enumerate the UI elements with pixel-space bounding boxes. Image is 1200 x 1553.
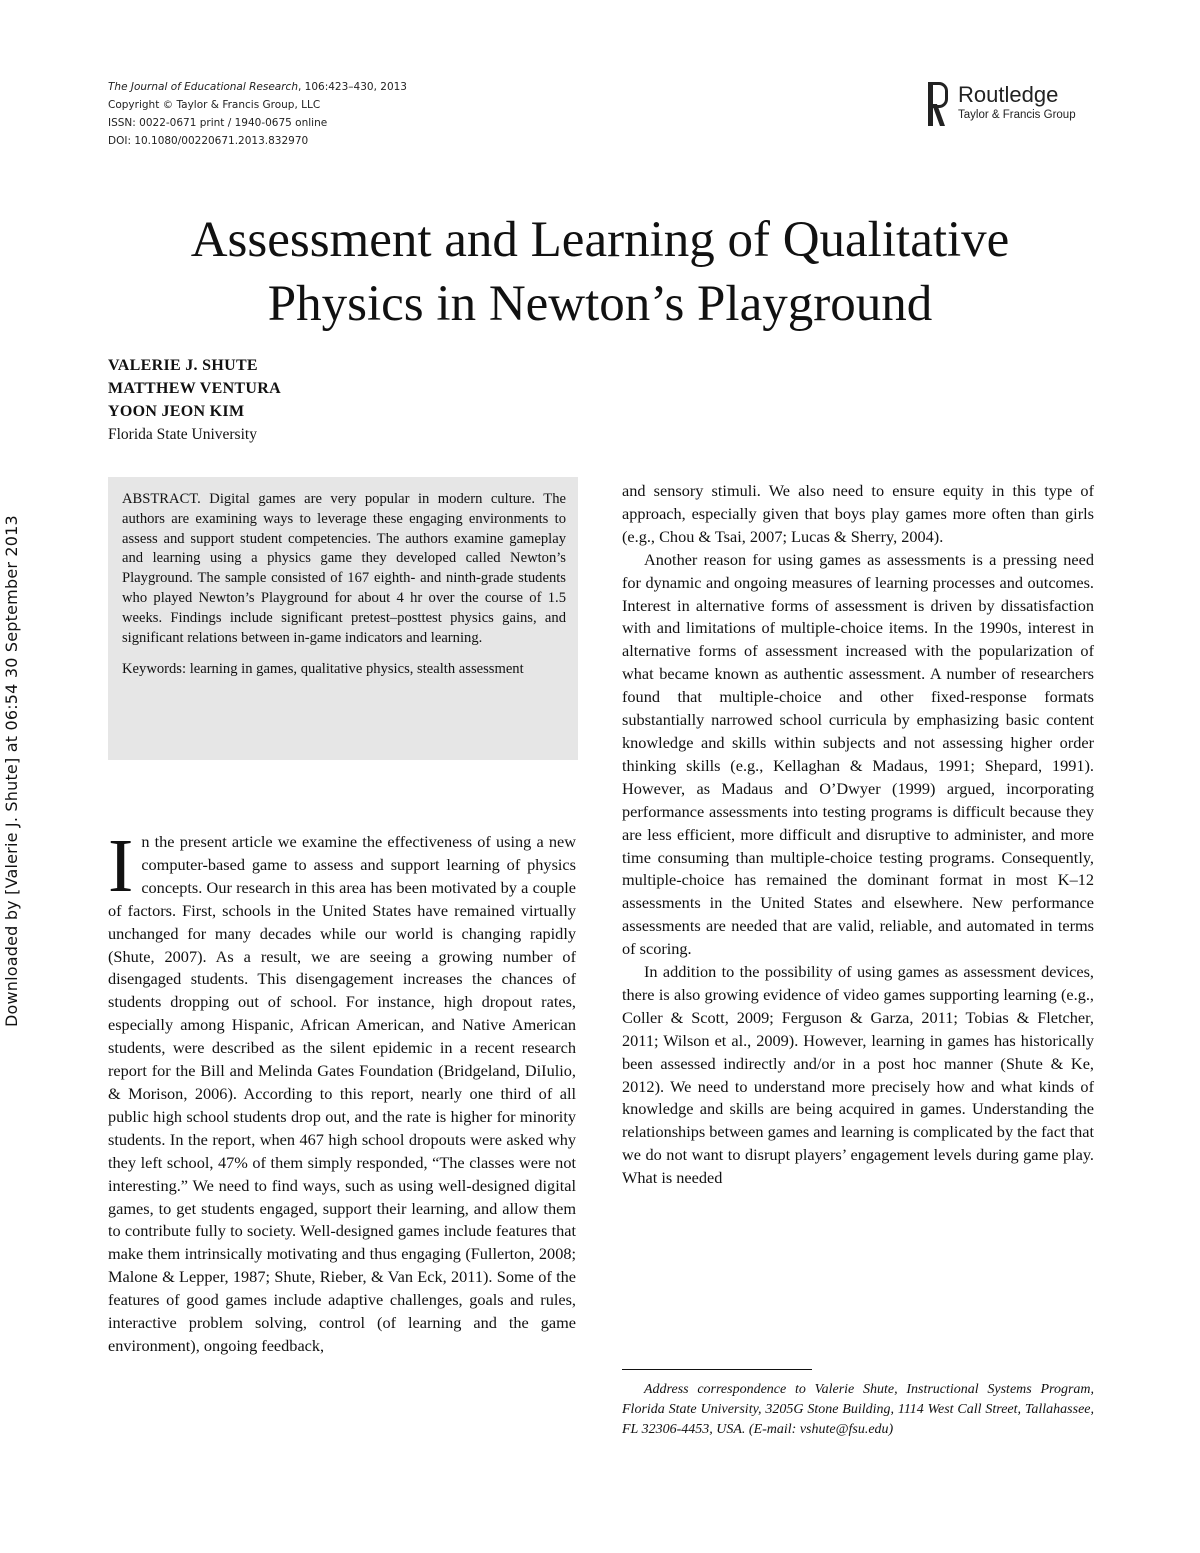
article-title-line-1: Assessment and Learning of Qualitative	[190, 212, 1010, 268]
publisher-logo	[928, 82, 1076, 132]
journal-volume-pages: , 106:423–430, 2013	[298, 81, 407, 93]
journal-citation-block	[108, 78, 407, 150]
abstract-text: ABSTRACT. Digital games are very popular in modern culture. The authors are examining ways to leverage these engaging environments to assess and support student competencies. The authors examine gameplay and learning using a physics game they developed called Newton’s Playground. The sample consisted of 167 eighth- and ninth-grade students who played Newton’s Playground for about 4 hr over the course of 1.5 weeks. Findings include significant pretest–posttest physics gains, and significant relations between in-game indicators and learning.	[122, 491, 566, 646]
correspondence-footnote: Address correspondence to Valerie Shute, Instructional Systems Program, Florida State University, 3205G Stone Building, 1114 West Call Street, Tallahassee, FL 32306-4453, USA. (E-mail: vshute@fsu.edu)	[622, 1382, 1094, 1437]
body-paragraph: and sensory stimuli. We also need to ensure equity in this type of approach, especially given that boys play games more often than girls (e.g., Chou & Tsai, 2007; Lucas & Sherry, 2004).	[622, 481, 1094, 546]
download-notice: Downloaded by [Valerie J. Shute] at 06:54 30 September 2013	[2, 515, 21, 1027]
footnote-divider	[622, 1369, 812, 1370]
publisher-group: Taylor & Francis Group	[958, 109, 1076, 121]
abstract-box	[108, 477, 578, 760]
author-affiliation: Florida State University	[108, 426, 257, 443]
routledge-logo-icon	[928, 82, 948, 126]
body-column-right	[622, 480, 1094, 1190]
publisher-name: Routledge	[958, 82, 1059, 107]
body-paragraph	[108, 824, 576, 1358]
journal-citation-line	[108, 78, 407, 96]
body-paragraph: In addition to the possibility of using games as assessment devices, there is also growing evidence of video games supporting learning (e.g., Coller & Scott, 2009; Ferguson & Garza, 2011; Tobias & Fletcher, 2011; Wilson et al., 2009). However, learning in games has historically been assessed indirectly and/or in a post hoc manner (Shute & Ke, 2012). We need to understand more precisely how and what kinds of knowledge and skills are being acquired in games. Understanding the relationships between games and learning is complicated by the fact that we do not want to disrupt players’ engagement levels during game play. What is needed	[622, 962, 1094, 1188]
keywords: Keywords: learning in games, qualitative physics, stealth assessment	[122, 661, 524, 678]
article-title-line-2: Physics in Newton’s Playground	[267, 276, 933, 332]
issn-line: ISSN: 0022-0671 print / 1940-0675 online	[108, 117, 328, 129]
copyright-line: Copyright © Taylor & Francis Group, LLC	[108, 99, 321, 111]
author-name: VALERIE J. SHUTE	[108, 357, 258, 374]
doi-line: DOI: 10.1080/00220671.2013.832970	[108, 135, 309, 147]
body-paragraph: Another reason for using games as assessments is a pressing need for dynamic and ongoing measures of learning processes and outcomes. Interest in alternative forms of assessment is driven by dissatisfaction with and limitations of multiple-choice items. In the 1990s, interest in alternative forms of assessment increased with the popularization of what became known as authentic assessment. A number of researchers found that multiple-choice and other fixed-response formats substantially narrowed school curricula by emphasizing basic content knowledge and skills within subjects and not assessing higher order thinking skills (e.g., Kellaghan & Madaus, 1991; Shepard, 1991). However, as Madaus and O’Dwyer (1999) argued, incorporating performance assessments into testing programs is difficult because they are less efficient, more difficult and disruptive to administer, and more time consuming than multiple-choice testing programs. Consequently, multiple-choice has remained the dominant format in most K–12 assessments in the United States and elsewhere. New performance assessments are needed that are valid, reliable, and automated in terms of scoring.	[622, 549, 1094, 959]
article-title	[60, 208, 1140, 336]
author-name: MATTHEW VENTURA	[108, 380, 281, 397]
body-column-left	[108, 824, 576, 1358]
author-name: YOON JEON KIM	[108, 403, 245, 420]
author-block	[108, 354, 281, 446]
intro-paragraph-text: n the present article we examine the effectiveness of using a new computer-based game to assess and support learning of physics concepts. Our research in this area has been motivated by a couple of factors. First, schools in the United States have remained virtually unchanged for many decades while our world is changing rapidly (Shute, 2007). As a result, we are seeing a growing number of disengaged students. This disengagement increases the chances of students dropping out of school. For instance, high dropout rates, especially among Hispanic, African American, and Native American students, were described as the silent epidemic in a recent research report for the Bill and Melinda Gates Foundation (Bridgeland, DiIulio, & Morison, 2006). According to this report, nearly one third of all public high school students drop out, and the rate is higher for minority students. In the report, when 467 high school dropouts were asked why they left school, 47% of them simply responded, “The classes were not interesting.” We need to find ways, such as using well-designed digital games, to get students engaged, support their learning, and allow them to contribute fully to society. Well-designed games include features that make them intrinsically motivating and thus engaging (Fullerton, 2008; Malone & Lepper, 1987; Shute, Rieber, & Van Eck, 2011). Some of the features of good games include adaptive challenges, goals and rules, interactive problem solving, control (of learning and the game environment), ongoing feedback,	[108, 832, 576, 1355]
journal-name: The Journal of Educational Research	[108, 81, 298, 93]
drop-cap: I	[108, 824, 134, 908]
